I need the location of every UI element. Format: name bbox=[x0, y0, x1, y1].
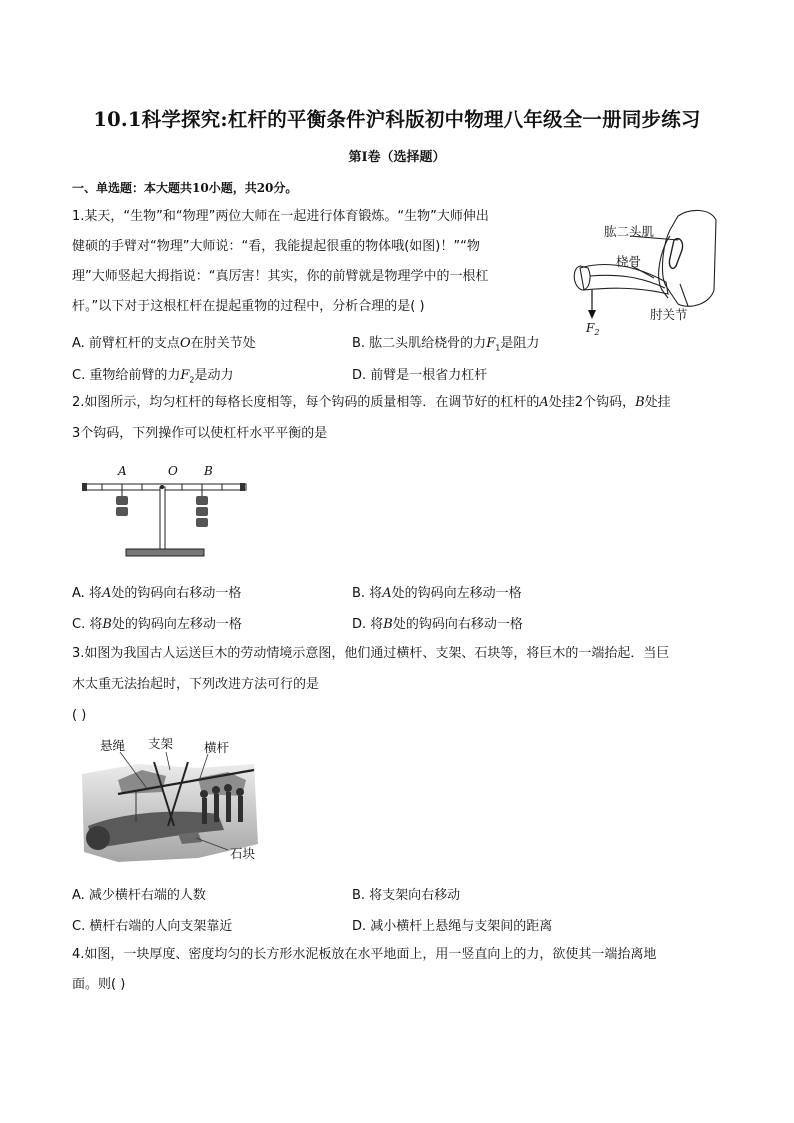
q3-option-c[interactable]: C. 横杆右端的人向支架靠近 bbox=[72, 919, 233, 934]
volume-subtitle: 第I卷（选择题） bbox=[348, 150, 446, 165]
q4-line-1: 4.如图，一块厚度、密度均匀的长方形水泥板放在水平地面上，用一竖直向上的力，欲使其一端抬离地 bbox=[72, 947, 657, 962]
q2-option-c[interactable]: C. 将B处的钩码向左移动一格 bbox=[72, 617, 242, 632]
label-stone: 石块 bbox=[230, 846, 256, 861]
label-stand: 支架 bbox=[148, 736, 174, 751]
q3-option-d[interactable]: D. 减小横杆上悬绳与支架间的距离 bbox=[352, 919, 553, 934]
label-elbow-joint: 肘关节 bbox=[650, 307, 688, 322]
q3-line-2: 木太重无法抬起时，下列改进方法可行的是 bbox=[72, 677, 320, 692]
q1-line-4: 杆。”以下对于这根杠杆在提起重物的过程中，分析合理的是( ) bbox=[72, 299, 425, 314]
q2-option-d[interactable]: D. 将B处的钩码向右移动一格 bbox=[352, 617, 523, 632]
q3-option-b[interactable]: B. 将支架向右移动 bbox=[352, 888, 461, 903]
q4-line-2: 面。则( ) bbox=[72, 977, 126, 992]
label-rope: 悬绳 bbox=[100, 738, 126, 753]
q1-option-c[interactable]: C. 重物给前臂的力$F_2$是动力 bbox=[72, 368, 234, 385]
ancient-log-lifting-figure bbox=[78, 734, 268, 866]
label-point-b: B bbox=[204, 464, 213, 478]
label-point-a: A bbox=[118, 464, 127, 478]
q3-line-1: 3.如图为我国古人运送巨木的劳动情境示意图，他们通过横杆、支架、石块等，将巨木的一端抬起．当巨 bbox=[72, 646, 670, 661]
label-radius: 桡骨 bbox=[616, 254, 642, 269]
q1-line-1: 1.某天，“生物”和“物理”两位大师在一起进行体育锻炼。“生物”大师伸出 bbox=[72, 209, 489, 224]
q1-option-b[interactable]: B. 肱二头肌给桡骨的力$F_1$是阻力 bbox=[352, 336, 540, 353]
q2-option-a[interactable]: A. 将A处的钩码向右移动一格 bbox=[72, 586, 242, 601]
label-f2: $F_2$ bbox=[586, 321, 600, 336]
q1-option-a[interactable]: A. 前臂杠杆的支点O在肘关节处 bbox=[72, 336, 256, 351]
q2-option-b[interactable]: B. 将A处的钩码向左移动一格 bbox=[352, 586, 522, 601]
balance-lever-figure bbox=[80, 460, 250, 564]
label-bar: 横杆 bbox=[204, 740, 230, 755]
q1-option-d[interactable]: D. 前臂是一根省力杠杆 bbox=[352, 368, 488, 383]
q2-line-2: 3个钩码，下列操作可以使杠杆水平平衡的是 bbox=[72, 426, 328, 441]
label-biceps: 肱二头肌 bbox=[604, 224, 655, 239]
section-heading: 一、单选题：本大题共10小题，共20分。 bbox=[72, 181, 298, 195]
q3-line-3: ( ) bbox=[72, 708, 87, 723]
q2-line-1: 2.如图所示，均匀杠杆的每格长度相等，每个钩码的质量相等．在调节好的杠杆的A处挂2个钩码，B处挂 bbox=[72, 395, 671, 410]
arm-lever-figure bbox=[570, 206, 725, 336]
q1-line-2: 健硕的手臂对“物理”大师说：“看，我能提起很重的物体哦(如图)！”“物 bbox=[72, 239, 480, 254]
label-pivot-o: O bbox=[168, 464, 178, 478]
q3-option-a[interactable]: A. 减少横杆右端的人数 bbox=[72, 888, 206, 903]
page-title: 10.1科学探究:杠杆的平衡条件沪科版初中物理八年级全一册同步练习 bbox=[93, 108, 701, 131]
q1-line-3: 理”大师竖起大拇指说：“真厉害！其实，你的前臂就是物理学中的一根杠 bbox=[72, 269, 489, 284]
